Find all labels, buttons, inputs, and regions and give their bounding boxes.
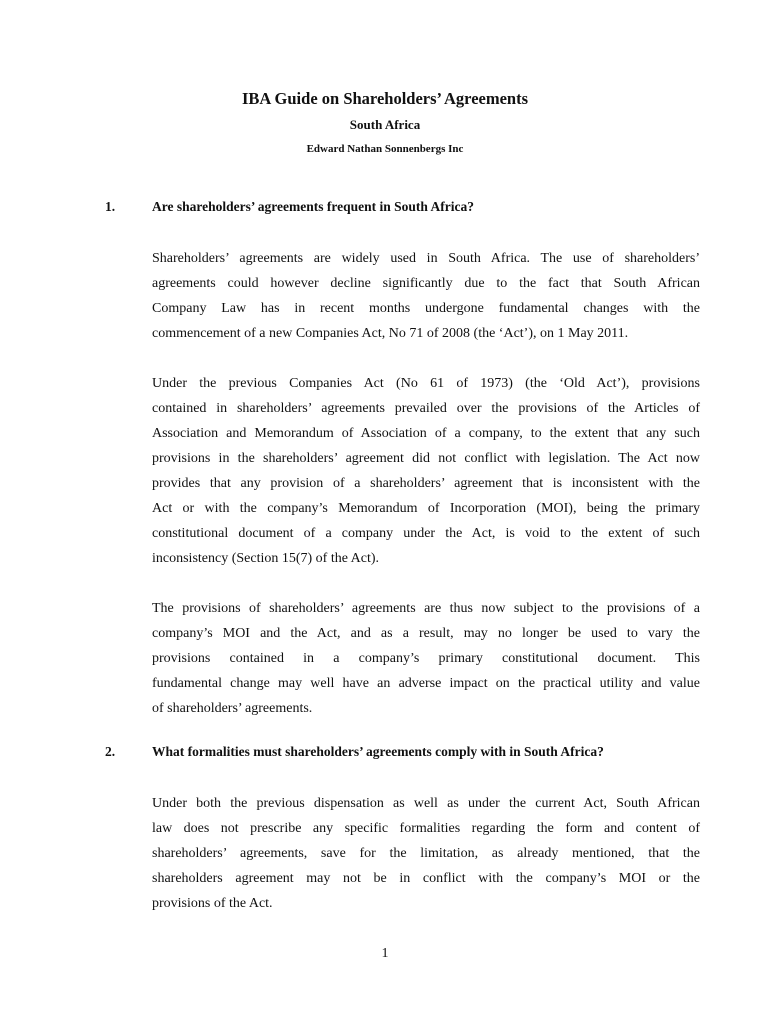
paragraph — [152, 596, 700, 721]
paragraph-line: law does not prescribe any specific formalities regarding the form and content of — [152, 821, 700, 836]
paragraph-line: Under the previous Companies Act (No 61 of 1973) (the ‘Old Act’), provisions — [152, 376, 700, 391]
document-author-firm: Edward Nathan Sonnenbergs Inc — [306, 143, 464, 155]
paragraph-line: of shareholders’ agreements. — [152, 701, 313, 716]
paragraph-line: contained in shareholders’ agreements prevailed over the provisions of the Articles of — [152, 401, 700, 416]
paragraph-line: Company Law has in recent months undergone fundamental changes with the — [152, 301, 700, 316]
paragraph-line: provisions in the shareholders’ agreement did not conflict with legislation. The Act now — [152, 451, 700, 466]
document-title: IBA Guide on Shareholders’ Agreements — [241, 89, 529, 108]
section-number: 2. — [105, 744, 116, 759]
paragraph-line: Act or with the company’s Memorandum of Incorporation (MOI), being the primary — [152, 501, 700, 516]
paragraph-line: constitutional document of a company under the Act, is void to the extent of such — [152, 526, 700, 541]
paragraph-line: agreements could however decline significantly due to the fact that South African — [152, 276, 700, 291]
paragraph-line: company’s MOI and the Act, and as a result, may no longer be used to vary the — [152, 626, 700, 641]
section-heading — [105, 199, 474, 215]
paragraph-line: provides that any provision of a shareholders’ agreement that is inconsistent with the — [152, 476, 700, 491]
paragraph-line: Shareholders’ agreements are widely used in South Africa. The use of shareholders’ — [152, 251, 700, 266]
paragraph-line: provisions contained in a company’s primary constitutional document. This — [152, 651, 700, 666]
paragraph — [152, 791, 700, 916]
paragraph — [152, 371, 700, 571]
paragraph-line: shareholders’ agreements, save for the limitation, as already mentioned, that the — [152, 846, 700, 861]
paragraph-line: fundamental change may well have an adverse impact on the practical utility and value — [152, 676, 700, 691]
paragraph-line: Under both the previous dispensation as well as under the current Act, South African — [152, 796, 700, 811]
paragraph-line: inconsistency (Section 15(7) of the Act). — [152, 551, 380, 566]
page-number: 1 — [381, 946, 389, 961]
paragraph-line: commencement of a new Companies Act, No 71 of 2008 (the ‘Act’), on 1 May 2011. — [152, 326, 629, 341]
paragraph-line: shareholders agreement may not be in conflict with the company’s MOI or the — [152, 871, 700, 886]
paragraph — [152, 246, 700, 346]
paragraph-line: provisions of the Act. — [152, 896, 273, 911]
paragraph-line: Association and Memorandum of Association of a company, to the extent that any such — [152, 426, 700, 441]
document-subtitle-country: South Africa — [349, 117, 421, 132]
section-number: 1. — [105, 199, 116, 214]
section-heading-text: Are shareholders’ agreements frequent in South Africa? — [152, 199, 474, 214]
section-heading-text: What formalities must shareholders’ agreements comply with in South Africa? — [152, 744, 604, 759]
section-heading — [105, 744, 604, 760]
paragraph-line: The provisions of shareholders’ agreements are thus now subject to the provisions of a — [152, 601, 700, 616]
